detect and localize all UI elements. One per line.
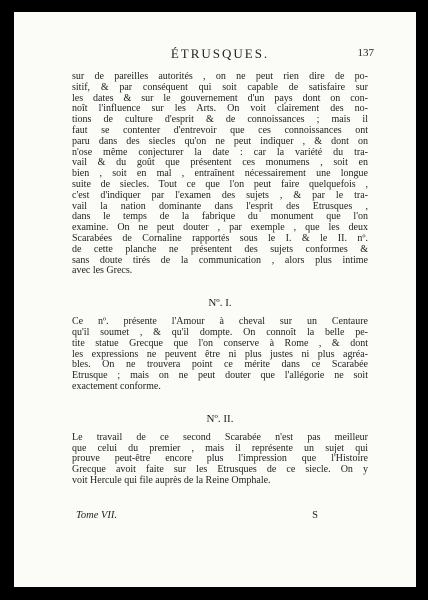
- section-1: [72, 297, 368, 393]
- text-line: sans doute tirés de la communication , alors plus intime: [72, 254, 368, 266]
- section-2: [72, 413, 368, 487]
- text-body: [72, 72, 368, 487]
- signature-mark: S: [312, 510, 318, 521]
- page-number: 137: [357, 47, 374, 59]
- text-line: paru dans des siecles qu'on ne peut indiquer , & dont on: [72, 135, 368, 147]
- text-line: Grecque avoit faite sur les Etrusques de ce siecle. On y: [72, 464, 368, 476]
- section-2-paragraph: [72, 433, 368, 487]
- text-line: noît l'influence sur les Arts. On voit clairement des no-: [72, 103, 368, 115]
- text-line: bles. On ne trouvera point ce mérite dans ce Scarabée: [72, 359, 368, 371]
- text-line: faut se contenter d'entrevoir que ces connoissances ont: [72, 124, 368, 136]
- text-line: de cette planche ne présentent des sujets conformes &: [72, 243, 368, 255]
- text-line: dans le temps de la fabrique du monument que l'on: [72, 211, 368, 223]
- text-line: prouve peut-être encore plus l'impression que l'Histoire: [72, 453, 368, 465]
- volume-label: Tome VII.: [76, 510, 118, 521]
- text-line: les dates & sur le gouvernement d'un pays dont on con-: [72, 92, 368, 104]
- text-line: qu'il soumet , & qu'il dompte. On connoît la belle pe-: [72, 326, 368, 338]
- text-line: Etrusque ; mais on ne peut douter que l'allégorie ne soit: [72, 370, 368, 382]
- text-line: suite de siecles. Tout ce que l'on peut faire quelquefois ,: [72, 178, 368, 190]
- text-line: vail & du goût que présentent ces monumens , soit en: [72, 157, 368, 169]
- text-line: vail la nation dominante dans l'esprit des Etrusques ,: [72, 200, 368, 212]
- text-line: Ce nº. présente l'Amour à cheval sur un Centaure: [72, 316, 368, 328]
- text-line: exactement conforme.: [72, 380, 161, 392]
- text-line: Scarabées de Cornaline rapportés sous le I. & le II. nº.: [72, 232, 368, 244]
- running-head: [72, 46, 374, 62]
- text-line: bien , soit en mal , entraînent nécessairement une longue: [72, 168, 368, 180]
- text-line: c'est d'indiquer par l'examen des sujets , & par le tra-: [72, 189, 368, 201]
- intro-paragraph: [72, 72, 368, 277]
- text-line: Le travail de ce second Scarabée n'est pas meilleur: [72, 431, 368, 443]
- text-line: tions de culture d'esprit & de connoissances ; mais il: [72, 114, 368, 126]
- section-1-heading: Nº. I.: [208, 297, 232, 310]
- section-2-heading: Nº. II.: [206, 412, 234, 425]
- text-line: les expressions ne peuvent être ni plus justes ni plus agréa-: [72, 348, 368, 360]
- text-line: tite statue Grecque que l'on conserve à Rome , & dont: [72, 337, 368, 349]
- running-title: ÉTRUSQUES.: [170, 46, 270, 61]
- text-line: examine. On ne peut douter , par exemple , que les deux: [72, 222, 368, 234]
- text-line: que celui du premier , mais il représente un sujet qui: [72, 442, 368, 454]
- page-sheet: [14, 12, 416, 587]
- text-line: sur de pareilles autorités , on ne peut rien dire de po-: [72, 71, 368, 82]
- text-line: n'ose même conjecturer la date : car la variété du tra-: [72, 146, 368, 158]
- section-1-paragraph: [72, 317, 368, 393]
- text-line: avec les Grecs.: [72, 265, 133, 277]
- text-line: sitif, & par conséquent qui soit capable de satisfaire sur: [72, 81, 368, 93]
- text-line: voit Hercule qui file auprès de la Reine Omphale.: [72, 474, 271, 486]
- page-footer: [76, 510, 368, 521]
